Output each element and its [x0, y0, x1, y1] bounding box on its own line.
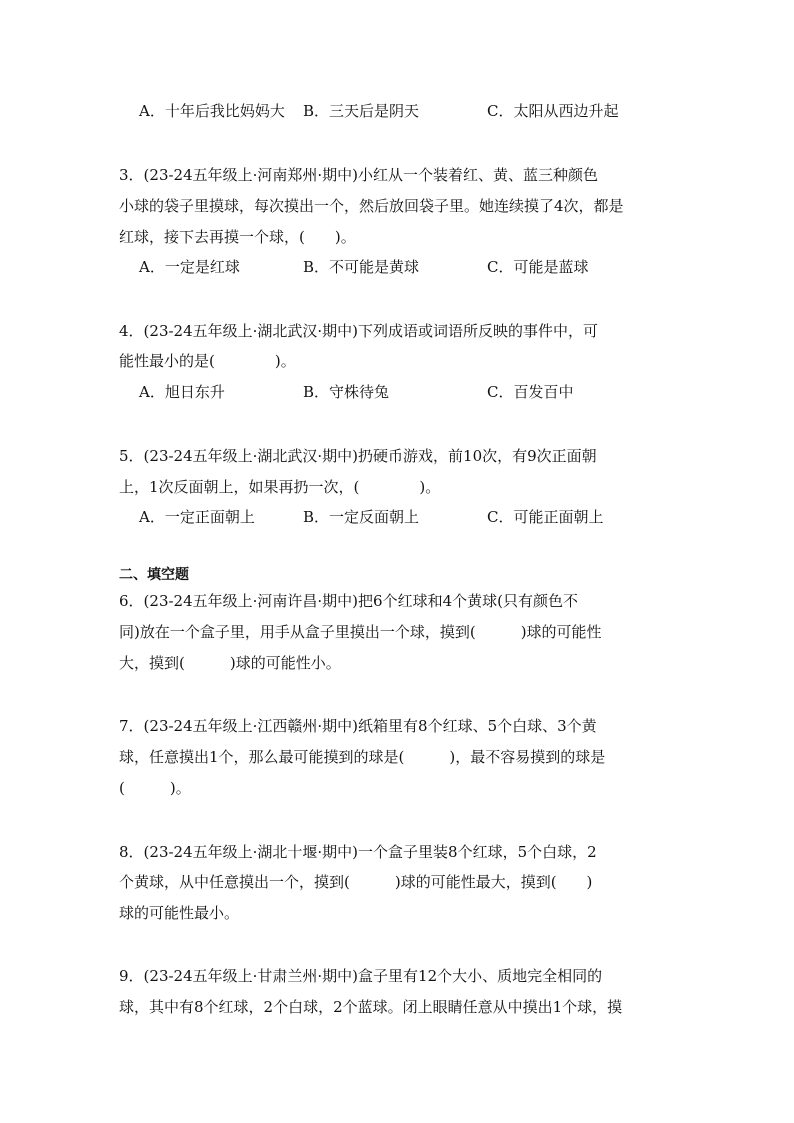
q3-option-b: B．不可能是黄球	[303, 258, 420, 276]
q3-option-c: C．可能是蓝球	[487, 258, 589, 276]
q3-option-a: A．一定是红球	[139, 258, 240, 276]
q4-option-c: C．百发百中	[487, 383, 574, 401]
q8-line-1: 8．(23-24五年级上·湖北十堰·期中)一个盒子里装8个红球，5个白球，2	[119, 843, 597, 861]
q4-option-a: A．旭日东升	[139, 383, 225, 401]
q2-option-c: C．太阳从西边升起	[487, 102, 619, 120]
section-heading-fill-in: 二、填空题	[119, 567, 189, 583]
q7-line-3: ( )。	[119, 779, 191, 797]
q2-option-a: A．十年后我比妈妈大	[139, 102, 285, 120]
q5-option-c: C．可能正面朝上	[487, 508, 604, 526]
q5-option-a: A．一定正面朝上	[139, 508, 255, 526]
q3-line-2: 小球的袋子里摸球，每次摸出一个，然后放回袋子里。她连续摸了4次，都是	[119, 197, 624, 215]
q9-line-1: 9．(23-24五年级上·甘肃兰州·期中)盒子里有12个大小、质地完全相同的	[119, 967, 603, 985]
q6-line-3: 大，摸到( )球的可能性小。	[119, 654, 341, 672]
q4-line-1: 4．(23-24五年级上·湖北武汉·期中)下列成语或词语所反映的事件中，可	[119, 322, 599, 340]
q6-line-1: 6．(23-24五年级上·河南许昌·期中)把6个红球和4个黄球(只有颜色不	[119, 592, 578, 610]
q3-line-1: 3．(23-24五年级上·河南郑州·期中)小红从一个装着红、黄、蓝三种颜色	[119, 166, 599, 184]
q4-line-2: 能性最小的是( )。	[119, 352, 296, 370]
q8-line-3: 球的可能性最小。	[119, 904, 240, 922]
q4-option-b: B．守株待兔	[303, 383, 390, 401]
q9-line-2: 球，其中有8个红球，2个白球，2个蓝球。闭上眼睛任意从中摸出1个球，摸	[119, 998, 623, 1016]
q3-line-3: 红球，接下去再摸一个球，( )。	[119, 228, 356, 246]
q6-line-2: 同)放在一个盒子里，用手从盒子里摸出一个球，摸到( )球的可能性	[119, 623, 602, 641]
q7-line-1: 7．(23-24五年级上·江西赣州·期中)纸箱里有8个红球、5个白球、3个黄	[119, 717, 597, 735]
q7-line-2: 球，任意摸出1个，那么最可能摸到的球是( )，最不容易摸到的球是	[119, 748, 606, 766]
q5-option-b: B．一定反面朝上	[303, 508, 420, 526]
q8-line-2: 个黄球，从中任意摸出一个，摸到( )球的可能性最大，摸到( )	[119, 873, 593, 891]
q2-option-b: B．三天后是阴天	[303, 102, 420, 120]
q5-line-2: 上，1次反面朝上，如果再扔一次，( )。	[119, 478, 441, 496]
q5-line-1: 5．(23-24五年级上·湖北武汉·期中)扔硬币游戏，前10次，有9次正面朝	[119, 447, 597, 465]
